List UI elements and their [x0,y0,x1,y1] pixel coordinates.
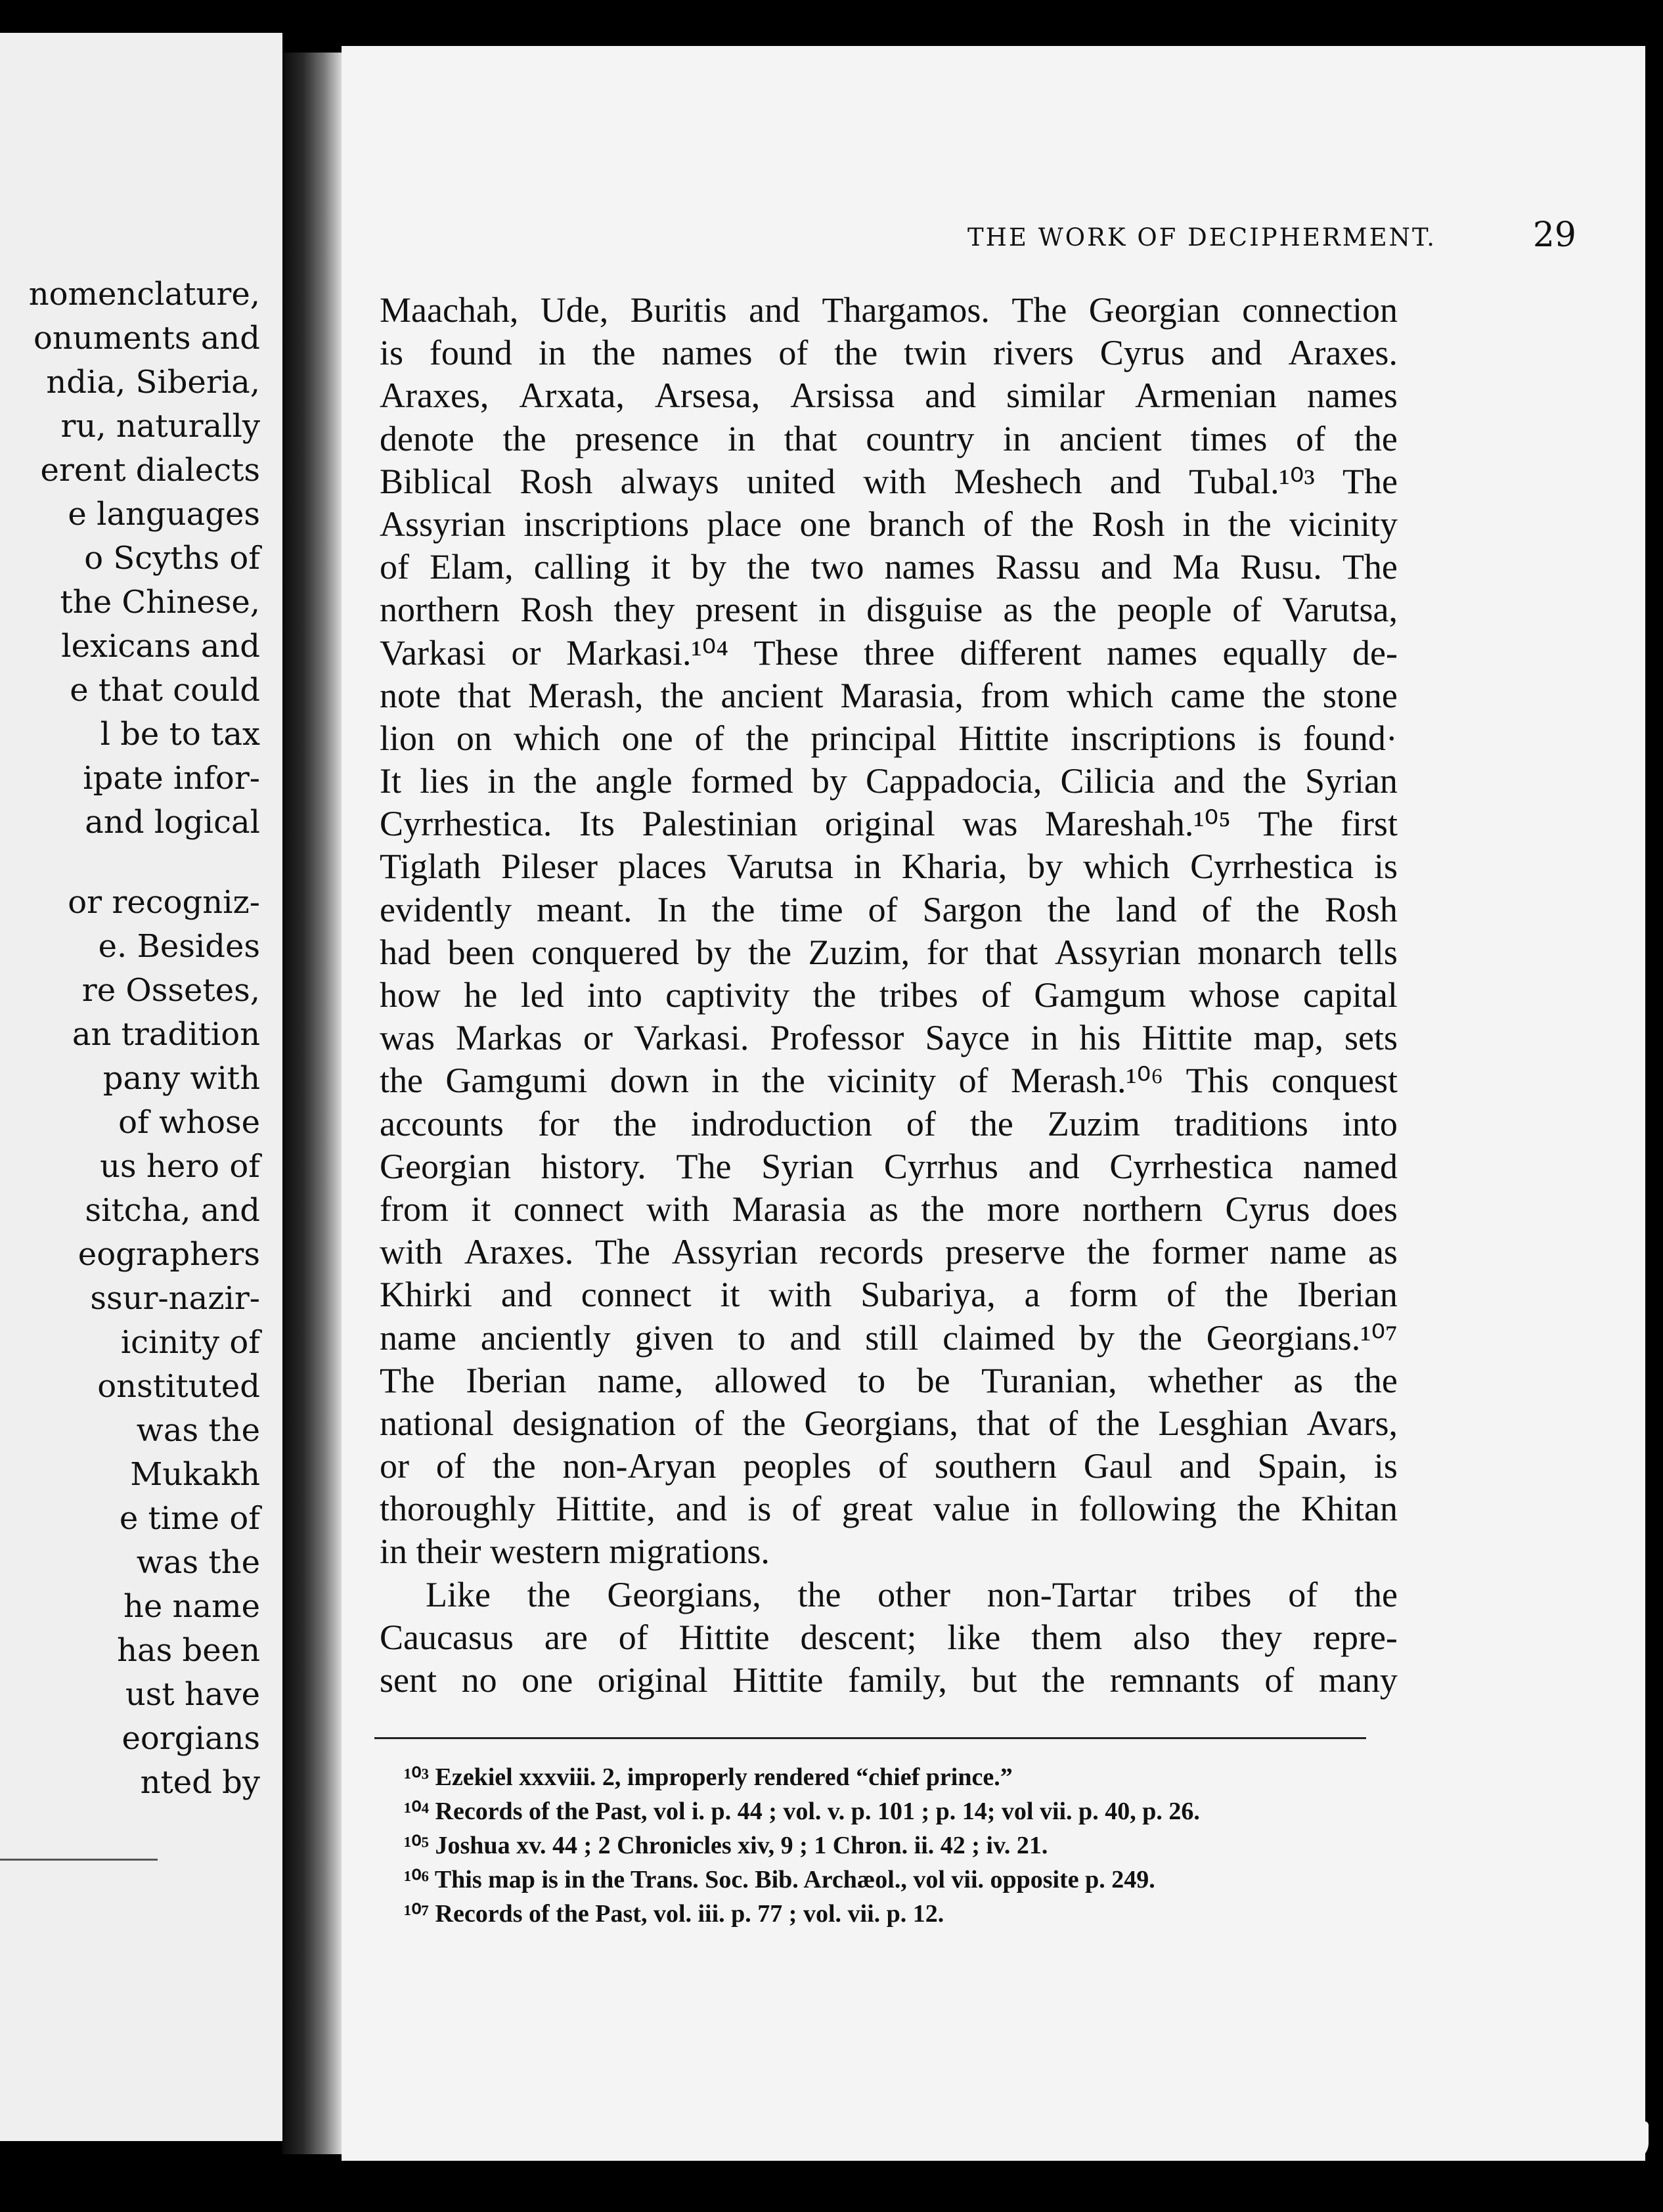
footnote: ¹⁰³ Ezekiel xxxviii. 2, improperly rendered “chief prince.” [404,1763,1013,1791]
right-page [342,46,1645,2161]
body-line: The Iberian name, allowed to be Turanian, whether as the [380,1360,1398,1400]
left-page-line: ru, naturally [60,408,260,445]
body-line: or of the non-Aryan peoples of southern Gaul and Spain, is [380,1446,1398,1486]
left-page-line: ipate infor- [83,760,260,797]
body-line: Cyrrhestica. Its Palestinian original was Mareshah.¹⁰⁵ The first [380,804,1398,844]
left-page-text [0,273,282,1805]
left-page-line: e that could [70,672,260,709]
body-line: was Markas or Varkasi. Professor Sayce in his Hittite map, sets [380,1018,1398,1058]
left-page-line: he name [123,1588,260,1625]
left-page-line: nted by [140,1764,260,1801]
left-page-line: onuments and [33,320,260,357]
body-line: lion on which one of the principal Hittite inscriptions is found· [380,718,1398,758]
left-page-line: ndia, Siberia, [46,364,260,401]
left-page-line: ust have [125,1676,260,1713]
body-line: Tiglath Pileser places Varutsa in Kharia, by which Cyrrhestica is [380,847,1398,887]
left-page-line: the Chinese, [60,584,260,621]
body-line: Khirki and connect it with Subariya, a form of the Iberian [380,1275,1398,1315]
body-line: Georgian history. The Syrian Cyrrhus and Cyrrhestica named [380,1146,1398,1186]
footnote: ¹⁰⁴ Records of the Past, vol i. p. 44 ; vol. v. p. 101 ; p. 14; vol vii. p. 40, p. 26. [404,1798,1200,1825]
left-page [0,33,282,2141]
body-line: northern Rosh they present in disguise as the people of Varutsa, [380,590,1398,630]
left-page-line: us hero of [100,1148,260,1185]
left-page-line: nomenclature, [28,276,260,313]
body-line: of Elam, calling it by the two names Rassu and Ma Rusu. The [380,547,1398,587]
body-line: Araxes, Arxata, Arsesa, Arsissa and similar Armenian names [380,376,1398,416]
left-page-line: e time of [119,1500,260,1537]
footnote: ¹⁰⁵ Joshua xv. 44 ; 2 Chronicles xiv, 9 ; 1 Chron. ii. 42 ; iv. 21. [404,1832,1048,1859]
left-page-line: sitcha, and [85,1192,260,1229]
body-line: Like the Georgians, the other non-Tartar tribes of the [426,1574,1398,1614]
left-page-line: re Ossetes, [81,972,260,1009]
left-page-line: o Scyths of [84,540,260,577]
left-page-line: was the [136,1544,260,1581]
left-page-line: was the [136,1412,260,1449]
body-line: Varkasi or Markasi.¹⁰⁴ These three different names equally de- [380,632,1398,673]
left-page-line: lexicans and [61,628,260,665]
running-head: THE WORK OF DECIPHERMENT. [967,223,1436,252]
left-page-line: an tradition [72,1016,260,1053]
left-page-line: onstituted [97,1368,260,1405]
footnotes [404,1760,1376,1931]
left-page-line: e. Besides [98,928,260,965]
body-line: the Gamgumi down in the vicinity of Merash.¹⁰⁶ This conquest [380,1061,1398,1101]
body-line: accounts for the indroduction of the Zuzim traditions into [380,1103,1398,1143]
body-line: is found in the names of the twin rivers Cyrus and Araxes. [380,333,1398,373]
body-line: had been conquered by the Zuzim, for that Assyrian monarch tells [380,932,1398,972]
left-page-line: of whose [118,1104,260,1141]
body-line: Maachah, Ude, Buritis and Thargamos. The Georgian connection [380,290,1398,330]
page-corner-scrap [1609,2121,1649,2161]
body-line: evidently meant. In the time of Sargon the land of the Rosh [380,889,1398,929]
body-line: sent no one original Hittite family, but the remnants of many [380,1660,1398,1700]
body-line: with Araxes. The Assyrian records preserve the former name as [380,1232,1398,1272]
body-line: Caucasus are of Hittite descent; like them also they repre- [380,1617,1398,1657]
body-line: Assyrian inscriptions place one branch of the Rosh in the vicinity [380,504,1398,544]
body-line: in their western migrations. [380,1532,770,1572]
left-page-line: eographers [78,1236,260,1273]
body-line: denote the presence in that country in ancient times of the [380,418,1398,458]
left-page-line: icinity of [120,1324,260,1361]
left-page-line: e languages [68,496,260,533]
left-page-line: erent dialects [40,452,260,489]
body-line: It lies in the angle formed by Cappadocia, Cilicia and the Syrian [380,761,1398,801]
left-page-line: or recogniz- [68,884,260,921]
left-page-line: l be to tax [100,716,260,753]
page-number: 29 [1532,215,1576,255]
left-page-line: eorgians [122,1720,260,1757]
left-page-line: has been [117,1632,260,1669]
book-gutter [282,53,342,2154]
footnote: ¹⁰⁷ Records of the Past, vol. iii. p. 77 ; vol. vii. p. 12. [404,1900,944,1928]
body-text [380,289,1398,1702]
body-line: national designation of the Georgians, that of the Lesghian Avars, [380,1403,1398,1443]
footnote-rule [374,1737,1366,1739]
body-line: note that Merash, the ancient Marasia, from which came the stone [380,675,1398,715]
body-line: from it connect with Marasia as the more northern Cyrus does [380,1189,1398,1229]
body-line: how he led into captivity the tribes of Gamgum whose capital [380,975,1398,1015]
left-page-line: Mukakh [130,1456,260,1493]
left-footnote-rule [0,1859,158,1861]
left-page-line: and logical [85,804,260,841]
body-line: name anciently given to and still claimed by the Georgians.¹⁰⁷ [380,1317,1398,1358]
left-page-line: ssur-nazir- [90,1280,260,1317]
left-page-line: pany with [102,1060,260,1097]
body-line: thoroughly Hittite, and is of great value in following the Khitan [380,1489,1398,1529]
body-line: Biblical Rosh always united with Meshech and Tubal.¹⁰³ The [380,461,1398,501]
footnote: ¹⁰⁶ This map is in the Trans. Soc. Bib. Archæol., vol vii. opposite p. 249. [404,1866,1155,1893]
